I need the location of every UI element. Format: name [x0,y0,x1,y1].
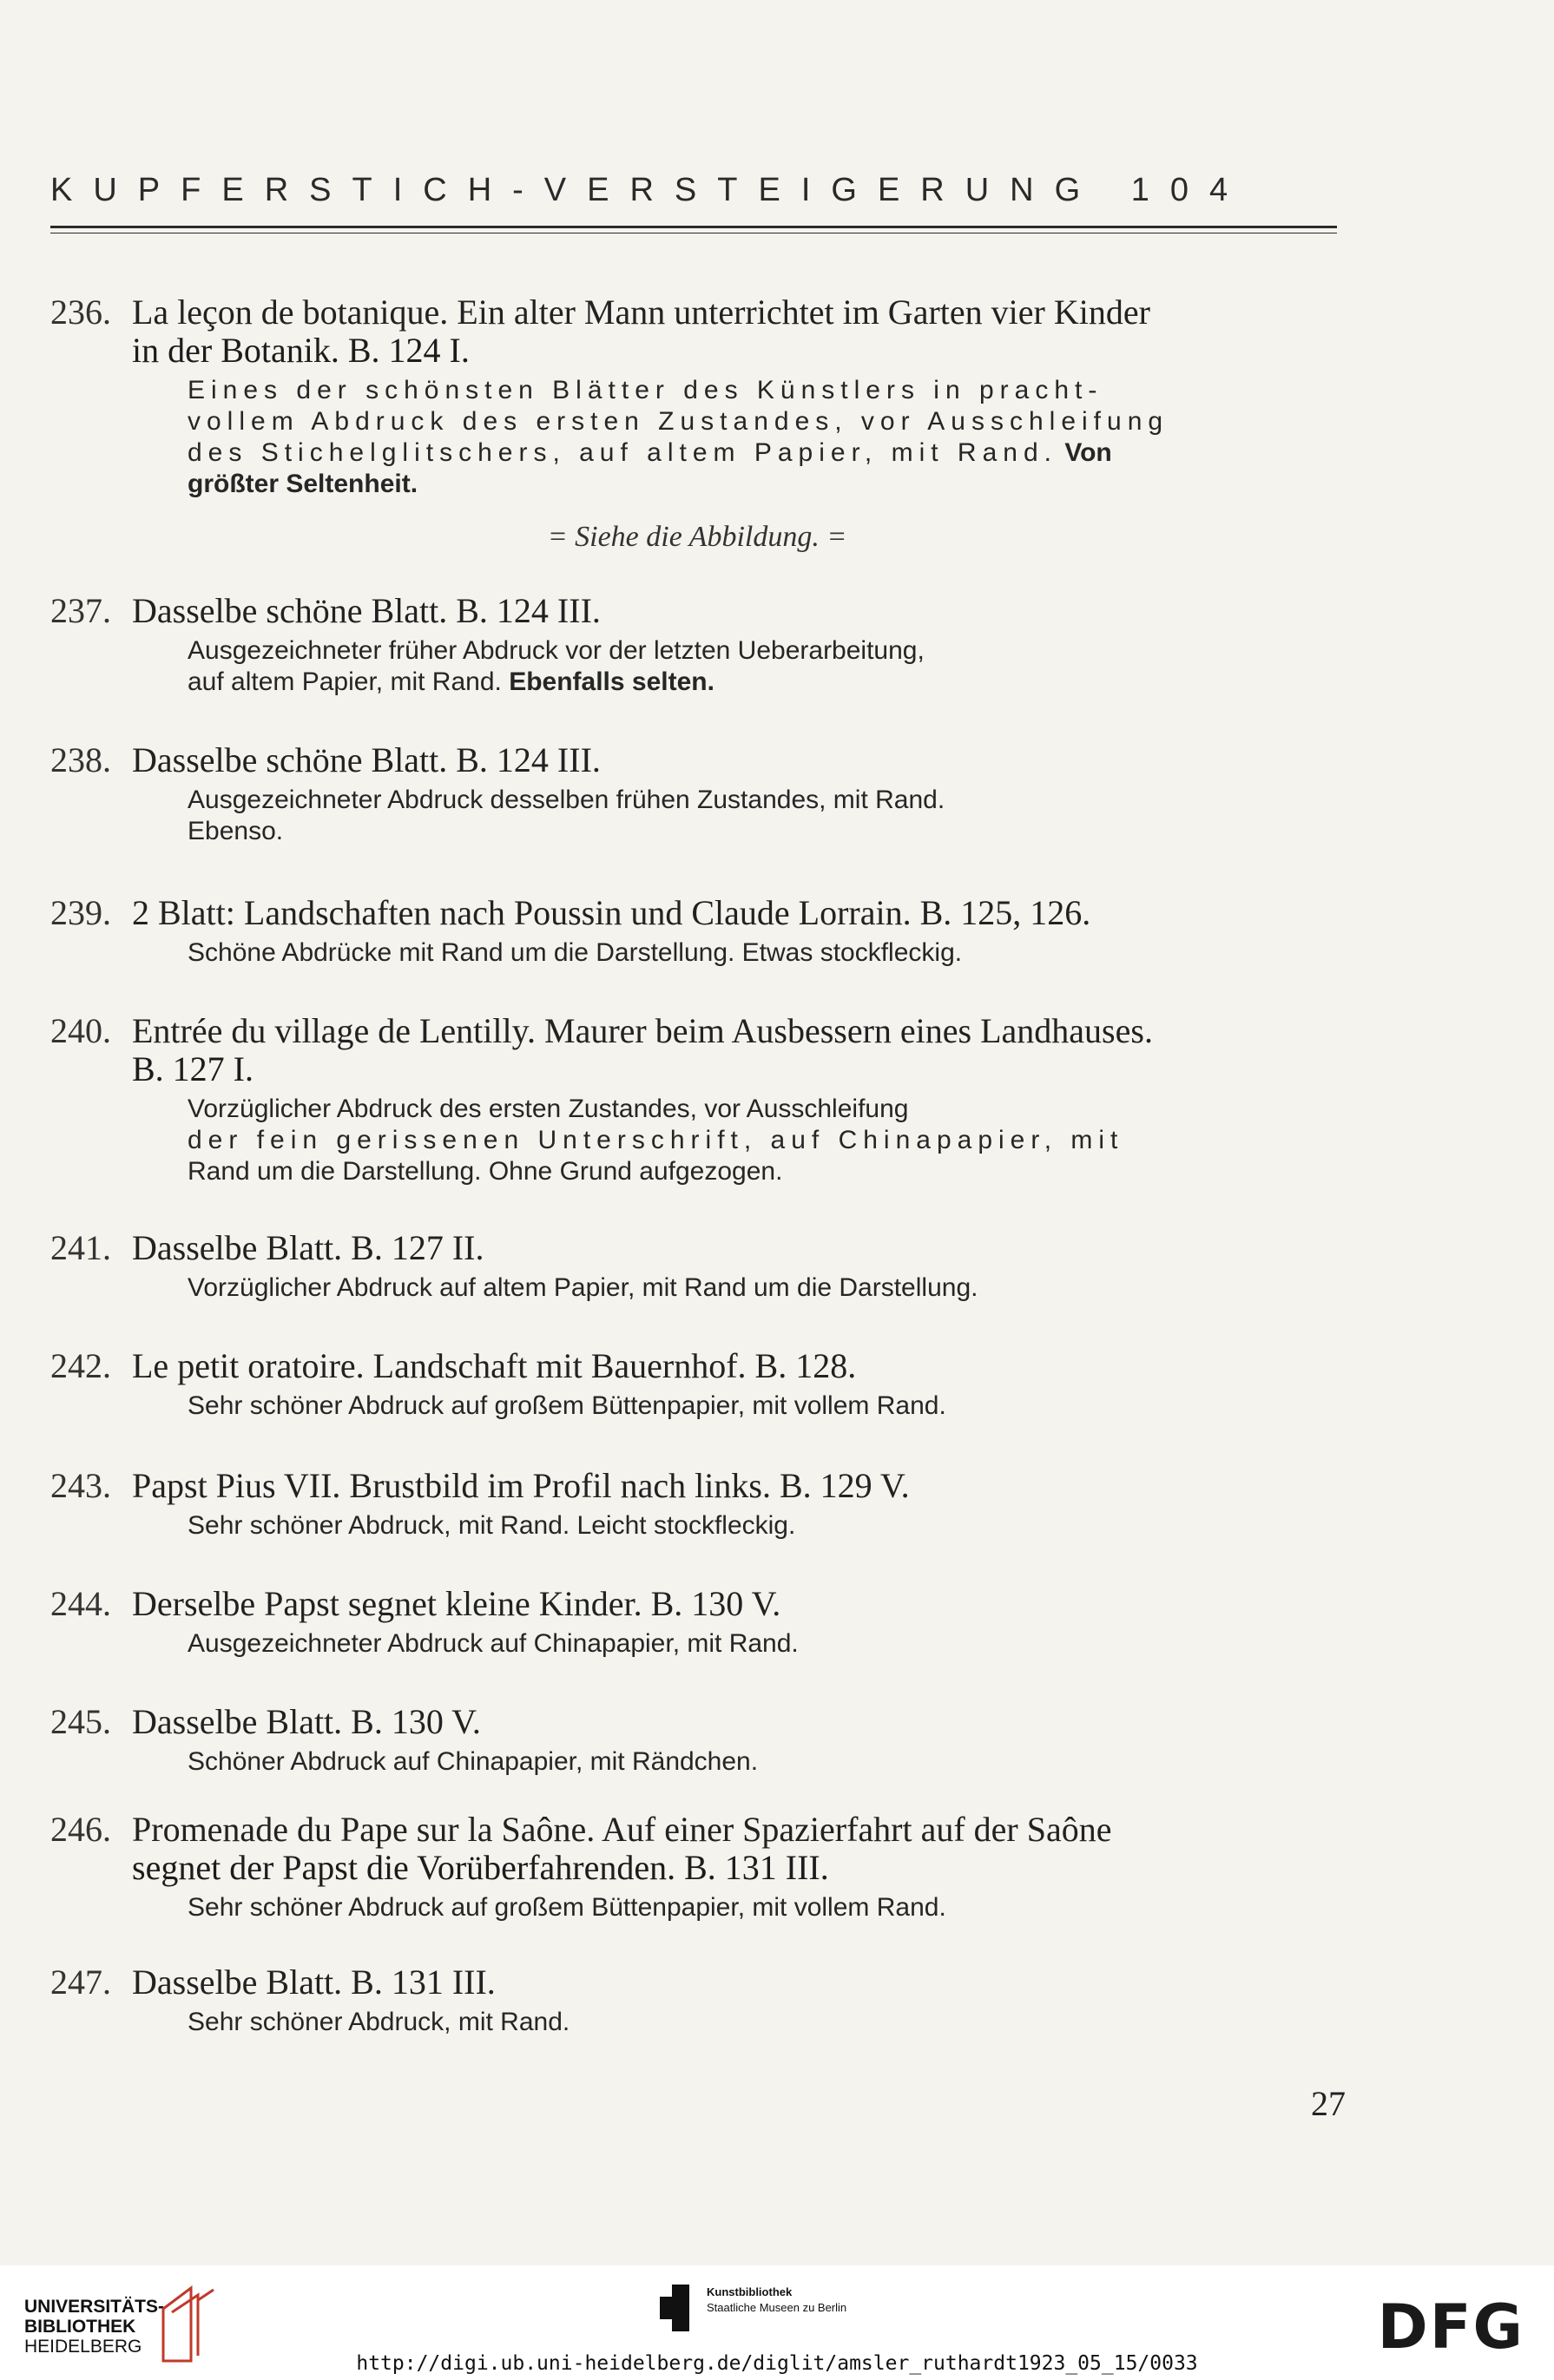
entry-description: Schöne Abdrücke mit Rand um die Darstellung. Etwas stockfleckig. [188,938,963,967]
dfg-logo: DFG [1377,2291,1524,2363]
ub-heidelberg-label: UNIVERSITÄTS- BIBLIOTHEK HEIDELBERG [24,2297,165,2357]
entry-description: Sehr schöner Abdruck auf großem Büttenpapier, mit vollem Rand. [188,1893,946,1922]
catalog-entry-245 [50,1703,1344,1778]
entry-number: 241. [50,1228,111,1267]
entry-title: Dasselbe Blatt. B. 130 V. [132,1702,481,1741]
entry-title: La leçon de botanique. Ein alter Mann unterrichtet im Garten vier Kinder [132,293,1150,332]
page-header: KUPFERSTICH-VERSTEIGERUNG 104 [50,172,1249,208]
catalog-entry-246 [50,1811,1344,1923]
entry-title: Dasselbe Blatt. B. 131 III. [132,1963,496,2002]
entry-title: Le petit oratoire. Landschaft mit Bauernhof. B. 128. [132,1346,857,1385]
footer-bar [0,2265,1554,2380]
entry-number: 243. [50,1466,111,1505]
entry-title: Papst Pius VII. Brustbild im Profil nach links. B. 129 V. [132,1466,910,1505]
entry-number: 238. [50,740,111,779]
catalog-entry-247 [50,1963,1344,2038]
kunstbibliothek-logo-icon [660,2285,695,2331]
entry-title: Dasselbe schöne Blatt. B. 124 III. [132,591,601,630]
catalog-entry-240 [50,1012,1344,1187]
catalog-entry-239 [50,894,1344,969]
entry-description: Sehr schöner Abdruck, mit Rand. [188,2008,570,2036]
entry-description: Eines der schönsten Blätter des Künstlers in pracht- vollem Abdruck des ersten Zustandes, vor Ausschleifung des Stichelglitschers, auf altem Papier, mit Rand. Von größter Seltenheit. [188,376,1169,498]
catalog-entry-241 [50,1229,1344,1304]
entry-number: 246. [50,1810,111,1849]
catalog-entry-244 [50,1585,1344,1660]
entry-number: 245. [50,1702,111,1741]
entry-description-emphasis: Ebenfalls selten. [509,667,714,696]
entry-description: Vorzüglicher Abdruck des ersten Zustandes, vor Ausschleifung der fein gerissenen Unterschrift, auf Chinapapier, mit Rand um die Darstellung. Ohne Grund aufgezogen. [188,1095,1124,1186]
entry-title: Entrée du village de Lentilly. Maurer beim Ausbessern eines Landhauses. [132,1011,1153,1050]
entry-number: 236. [50,293,111,332]
entry-title: Dasselbe Blatt. B. 127 II. [132,1228,484,1267]
entry-title: Promenade du Pape sur la Saône. Auf einer Spazierfahrt auf der Saône [132,1810,1112,1849]
entry-title-cont: in der Botanik. B. 124 I. [132,331,470,370]
entry-number: 244. [50,1584,111,1623]
catalog-entry-236 [50,293,1344,500]
entry-description: Ausgezeichneter früher Abdruck vor der letzten Ueberarbeitung, auf altem Papier, mit Rand. Ebenfalls selten. [188,636,925,696]
catalog-entry-242 [50,1347,1344,1422]
entry-description: Schöner Abdruck auf Chinapapier, mit Rändchen. [188,1747,759,1776]
catalog-entry-237 [50,592,1344,698]
catalog-entry-243 [50,1467,1344,1542]
header-rule [50,226,1337,228]
kunstbibliothek-label: Kunstbibliothek Staatliche Museen zu Berlin [660,2285,846,2331]
entry-description: Vorzüglicher Abdruck auf altem Papier, mit Rand um die Darstellung. [188,1273,978,1302]
page-number: 27 [1311,2084,1346,2123]
entry-number: 237. [50,591,111,630]
catalog-entry-238 [50,741,1344,847]
entry-title: Dasselbe schöne Blatt. B. 124 III. [132,740,601,779]
entry-description: Sehr schöner Abdruck auf großem Büttenpapier, mit vollem Rand. [188,1391,946,1420]
illustration-note: = Siehe die Abbildung. = [547,521,847,553]
entry-description: Ausgezeichneter Abdruck auf Chinapapier, mit Rand. [188,1629,799,1658]
entry-number: 247. [50,1963,111,2002]
entry-title: 2 Blatt: Landschaften nach Poussin und Claude Lorrain. B. 125, 126. [132,893,1091,932]
entry-number: 239. [50,893,111,932]
entry-title: Derselbe Papst segnet kleine Kinder. B. 130 V. [132,1584,781,1623]
entry-number: 240. [50,1011,111,1050]
entry-description-emphasis: Von [1064,438,1112,467]
entry-title-cont: segnet der Papst die Vorüberfahrenden. B. 131 III. [132,1848,829,1887]
permalink-url[interactable]: http://digi.ub.uni-heidelberg.de/diglit/amsler_ruthardt1923_05_15/0033 [356,2352,1198,2375]
entry-title-cont: B. 127 I. [132,1049,254,1088]
entry-description: Ausgezeichneter Abdruck desselben frühen Zustandes, mit Rand. Ebenso. [188,786,945,845]
entry-number: 242. [50,1346,111,1385]
entry-description: Sehr schöner Abdruck, mit Rand. Leicht stockfleckig. [188,1511,796,1540]
